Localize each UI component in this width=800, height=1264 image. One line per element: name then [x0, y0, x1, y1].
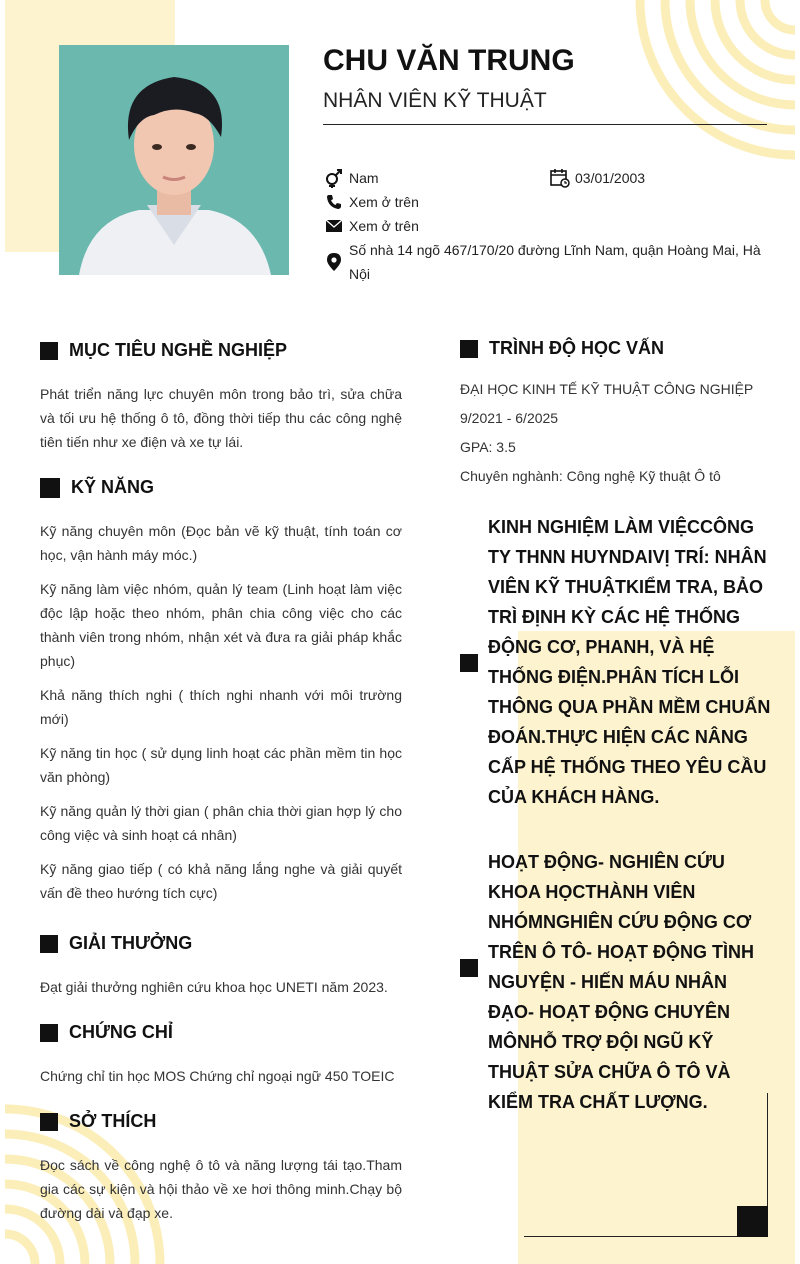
education-marker — [460, 340, 478, 358]
activities-marker — [460, 959, 478, 977]
objective-text: Phát triển năng lực chuyên môn trong bảo trì, sửa chữa và tối ưu hệ thống ô tô, đồng thời tiếp thu các công nghệ tiên tiến như xe điện và xe tự lái. — [40, 386, 402, 450]
job-title: NHÂN VIÊN KỸ THUẬT — [323, 89, 547, 112]
skills-marker — [40, 478, 60, 498]
gender-value: Nam — [349, 170, 379, 186]
skill-item-1: Kỹ năng chuyên môn (Đọc bản vẽ kỹ thuật, tính toán cơ học, vận hành máy móc.) — [40, 523, 402, 563]
header-divider — [323, 124, 767, 125]
address-value: Số nhà 14 ngõ 467/170/20 đường Lĩnh Nam, quận Hoàng Mai, Hà Nội — [349, 242, 761, 282]
hobbies-marker — [40, 1113, 58, 1131]
phone-value: Xem ở trên — [349, 194, 419, 210]
education-major: Chuyên nghành: Công nghệ Kỹ thuật Ô tô — [460, 468, 721, 484]
awards-text: Đạt giải thưởng nghiên cứu khoa học UNETI năm 2023. — [40, 979, 388, 995]
education-gpa: GPA: 3.5 — [460, 439, 516, 455]
experience-marker — [460, 654, 478, 672]
education-school: ĐẠI HỌC KINH TẾ KỸ THUẬT CÔNG NGHIỆP — [460, 381, 754, 397]
calendar-icon — [549, 166, 571, 190]
skill-item-3: Khả năng thích nghi ( thích nghi nhanh với môi trường mới) — [40, 687, 402, 727]
mail-icon — [323, 214, 345, 238]
gender-row — [323, 166, 379, 190]
decor-arcs-top-right — [632, 0, 795, 170]
skill-item-6: Kỹ năng giao tiếp ( có khả năng lắng nghe và giải quyết vấn đề theo hướng tích cực) — [40, 861, 402, 901]
phone-row — [323, 190, 419, 214]
address-row — [323, 238, 763, 286]
phone-icon — [323, 190, 345, 214]
portrait-icon — [59, 45, 289, 275]
skills-heading: KỸ NĂNG — [40, 477, 154, 498]
hobbies-text: Đọc sách về công nghệ ô tô và năng lượng tái tạo.Tham gia các sự kiện và hội thảo về xe hơi thông minh.Chạy bộ đường dài và đạp xe. — [40, 1157, 402, 1221]
awards-heading: GIẢI THƯỞNG — [40, 933, 192, 954]
gender-icon — [323, 166, 345, 190]
decor-corner-square — [737, 1206, 768, 1237]
experience-text: KINH NGHIỆM LÀM VIỆCCÔNG TY THNN HUYNDAIVỊ TRÍ: NHÂN VIÊN KỸ THUẬTKIỂM TRA, BẢO TRÌ ĐỊNH KỲ CÁC HỆ THỐNG ĐỘNG CƠ, PHANH, VÀ HỆ THỐNG ĐIỆN.PHÂN TÍCH LỖI THÔNG QUA PHẦN MỀM CHUẨN ĐOÁN.THỰC HIỆN CÁC NÂNG CẤP HỆ THỐNG THEO YÊU CẦU CỦA KHÁCH HÀNG. — [488, 517, 771, 807]
decor-frame-horizontal — [524, 1236, 768, 1237]
certificates-text: Chứng chỉ tin học MOS Chứng chỉ ngoại ngữ 450 TOEIC — [40, 1068, 395, 1084]
email-row — [323, 214, 419, 238]
location-pin-icon — [323, 238, 345, 286]
awards-marker — [40, 935, 58, 953]
education-period: 9/2021 - 6/2025 — [460, 410, 559, 426]
objective-heading: MỤC TIÊU NGHỀ NGHIỆP — [40, 340, 287, 361]
skill-item-4: Kỹ năng tin học ( sử dụng linh hoạt các phần mềm tin học văn phòng) — [40, 745, 402, 785]
skill-item-5: Kỹ năng quản lý thời gian ( phân chia thời gian hợp lý cho công việc và sinh hoạt cá nhân) — [40, 803, 402, 843]
birthdate-row — [549, 166, 645, 190]
birthdate-value: 03/01/2003 — [575, 170, 646, 186]
hobbies-heading: SỞ THÍCH — [40, 1111, 156, 1132]
candidate-name: CHU VĂN TRUNG — [323, 44, 575, 77]
education-heading: TRÌNH ĐỘ HỌC VẤN — [460, 338, 664, 359]
certificates-heading: CHỨNG CHỈ — [40, 1022, 173, 1043]
objective-marker — [40, 342, 58, 360]
activities-text: HOẠT ĐỘNG- NGHIÊN CỨU KHOA HỌCTHÀNH VIÊN NHÓMNGHIÊN CỨU ĐỘNG CƠ TRÊN Ô TÔ- HOẠT ĐỘNG TÌNH NGUYỆN - HIẾN MÁU NHÂN ĐẠO- HOẠT ĐỘNG CHUYÊN MÔNHỖ TRỢ ĐỘI NGŨ KỸ THUẬT SỬA CHỮA Ô TÔ VÀ KIỂM TRA CHẤT LƯỢNG. — [488, 852, 754, 1112]
email-value: Xem ở trên — [349, 218, 419, 234]
certificates-marker — [40, 1024, 58, 1042]
profile-photo — [59, 45, 289, 275]
skill-item-2: Kỹ năng làm việc nhóm, quản lý team (Linh hoạt làm việc độc lập hoặc theo nhóm, phân chia công việc cho các thành viên trong nhóm, nhận xét và đưa ra giải pháp khắc phục) — [40, 581, 402, 669]
